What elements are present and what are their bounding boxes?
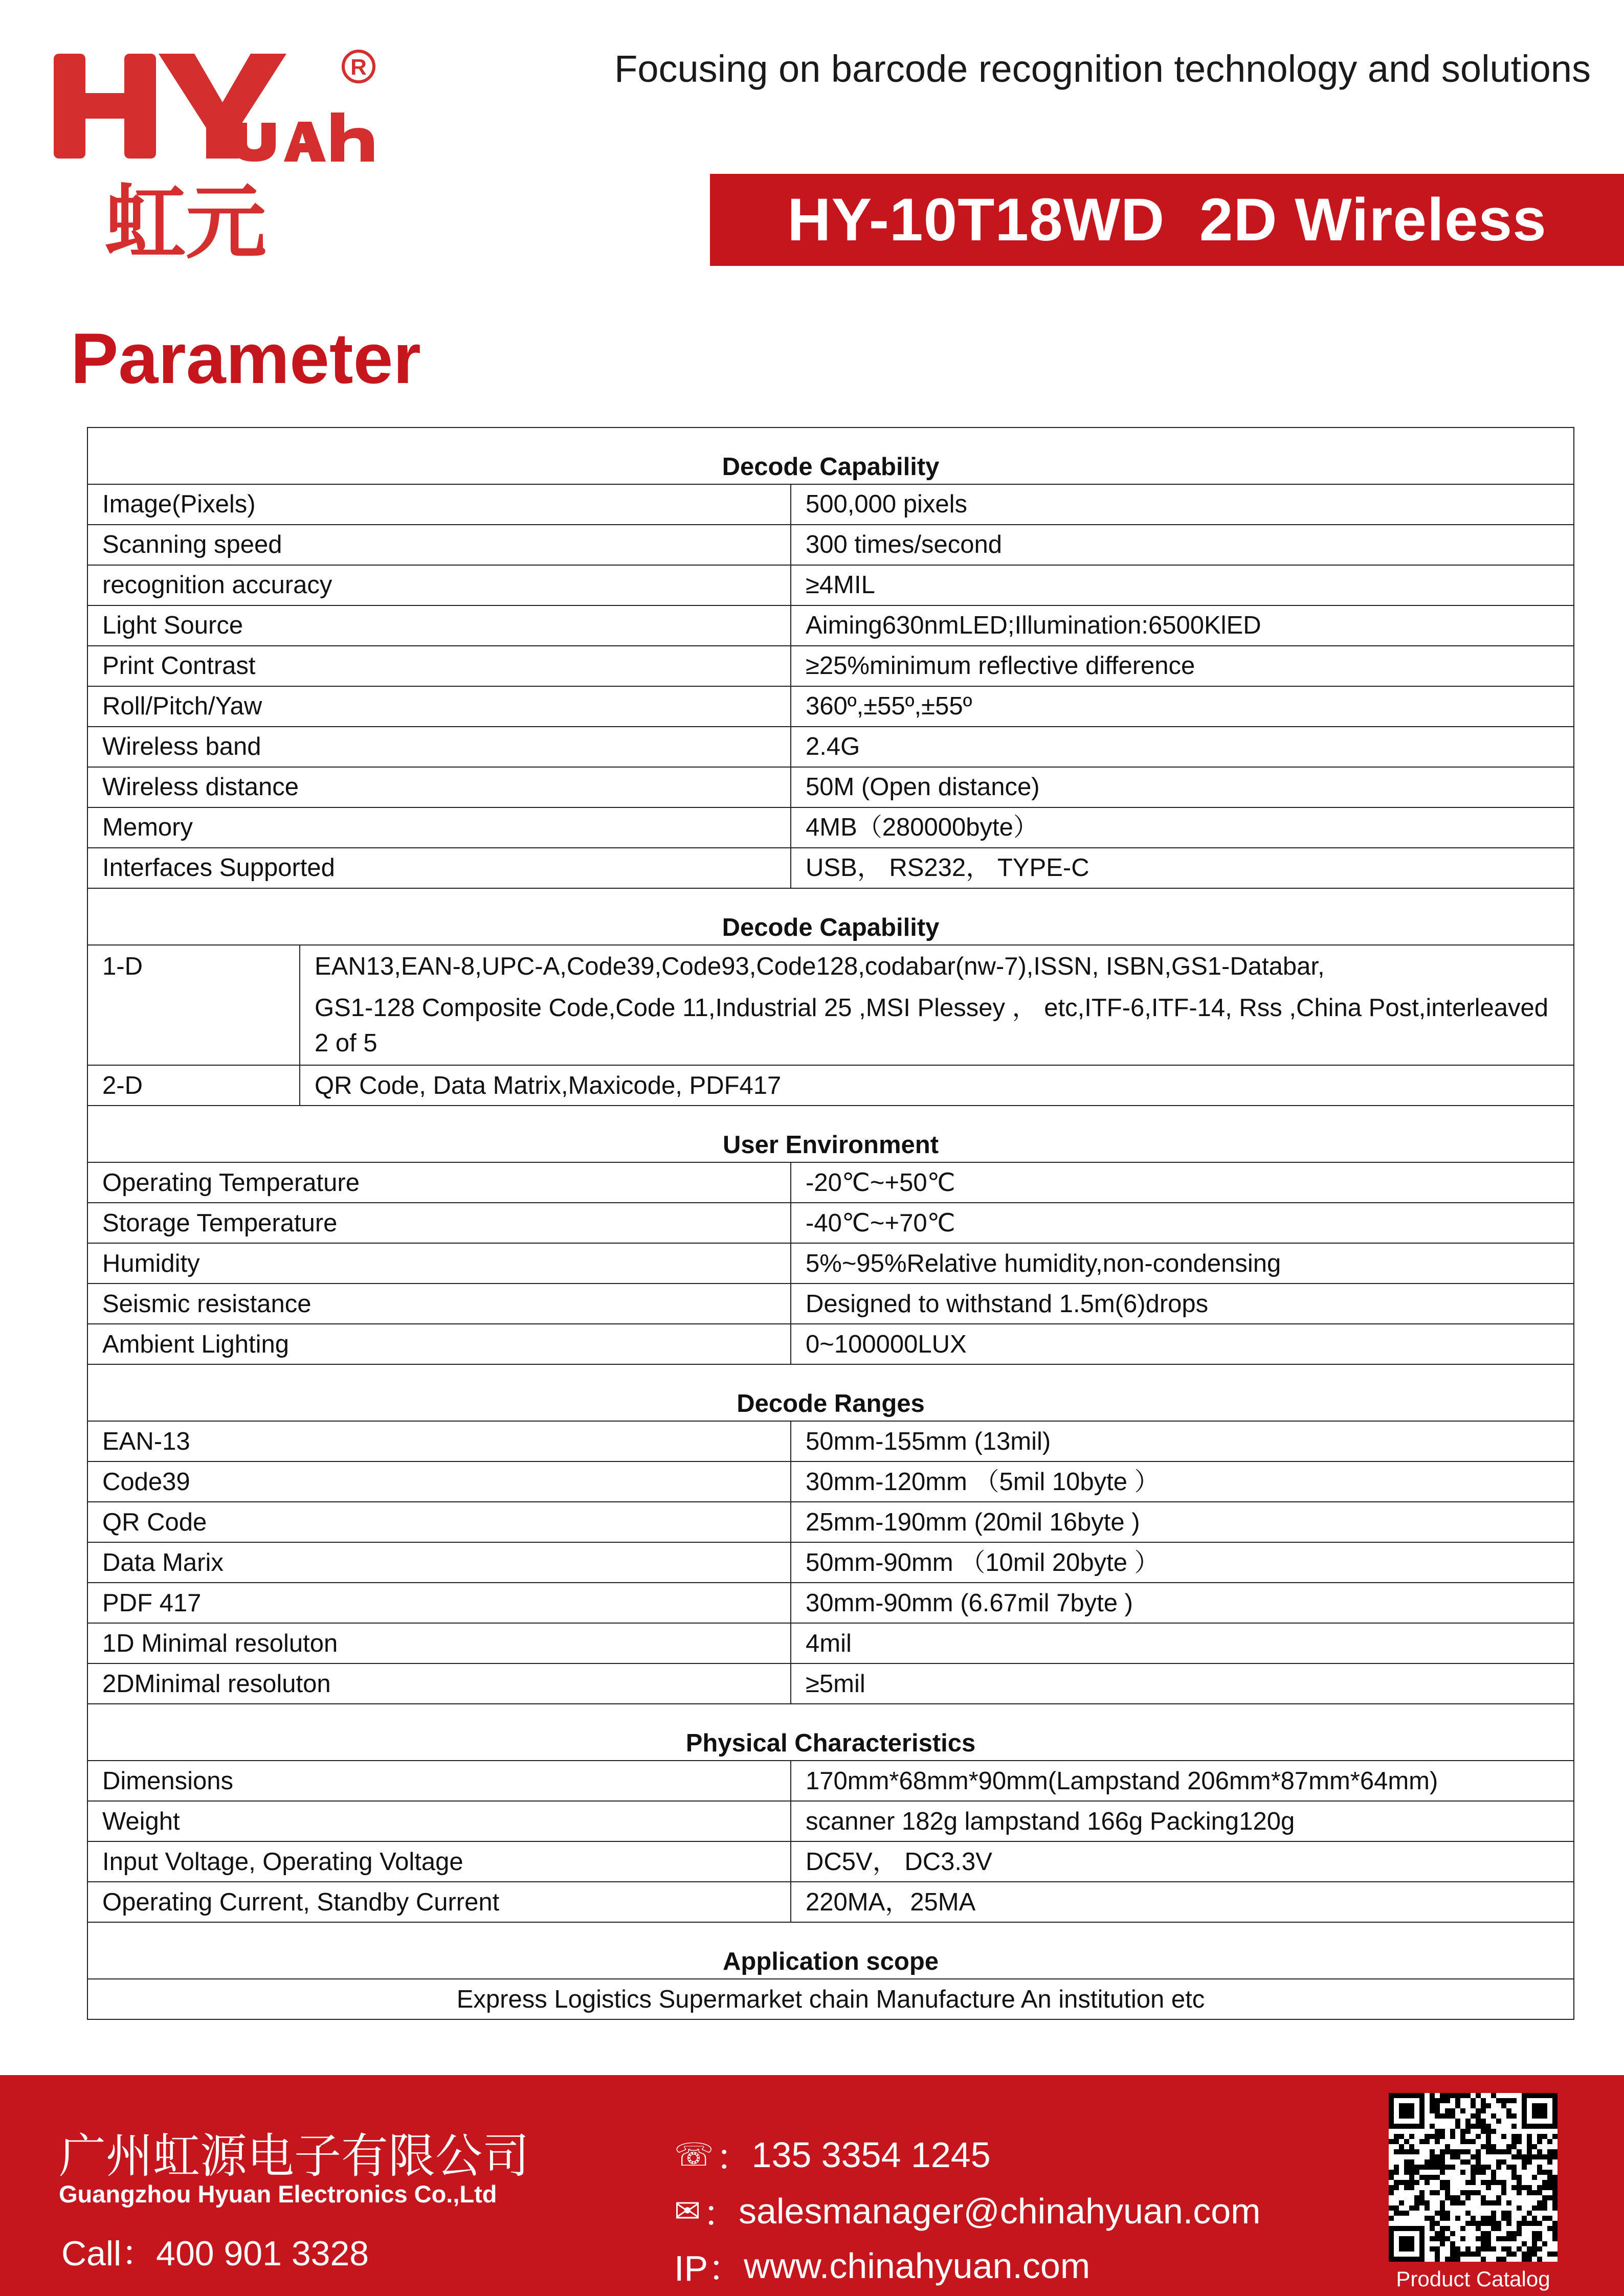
spec-row xyxy=(87,1421,1574,1461)
spec-row xyxy=(87,1542,1574,1583)
spec-row xyxy=(87,565,1574,605)
application-scope-header-row xyxy=(87,1922,1574,1979)
spec-label: Print Contrast xyxy=(87,646,791,686)
qr-code[interactable] xyxy=(1389,2093,1558,2262)
spec-label: Seismic resistance xyxy=(87,1284,791,1324)
spec-label: Light Source xyxy=(87,605,791,646)
symbology-1d-line1: EAN13,EAN-8,UPC-A,Code39,Code93,Code128,codabar(nw-7),ISSN, ISBN,GS1-Databar, xyxy=(315,953,1325,980)
spec-row xyxy=(87,1162,1574,1203)
spec-value: 30mm-120mm （5mil 10byte ） xyxy=(791,1461,1574,1502)
application-value: Express Logistics Supermarket chain Manufacture An institution etc xyxy=(87,1979,1574,2019)
logo-uah xyxy=(233,112,374,162)
spec-value: DC5V， DC3.3V xyxy=(791,1841,1574,1882)
spec-label: PDF 417 xyxy=(87,1583,791,1623)
company-logo xyxy=(54,46,386,266)
email-separator: ： xyxy=(702,2194,739,2234)
spec-row xyxy=(87,1882,1574,1922)
spec-label: Scanning speed xyxy=(87,525,791,565)
svg-text:R: R xyxy=(350,55,367,80)
spec-value: 2.4G xyxy=(791,727,1574,767)
email-line xyxy=(674,2185,1260,2237)
spec-row xyxy=(87,1583,1574,1623)
ip-label: IP： xyxy=(674,2248,744,2288)
spec-label: Input Voltage, Operating Voltage xyxy=(87,1841,791,1882)
spec-row xyxy=(87,727,1574,767)
spec-label: Wireless band xyxy=(87,727,791,767)
spec-value: scanner 182g lampstand 166g Packing120g xyxy=(791,1801,1574,1841)
spec-row xyxy=(87,646,1574,686)
spec-row xyxy=(87,1623,1574,1663)
spec-label: recognition accuracy xyxy=(87,565,791,605)
spec-label: Memory xyxy=(87,807,791,848)
spec-value: ≥25%minimum reflective difference xyxy=(791,646,1574,686)
spec-value: Designed to withstand 1.5m(6)drops xyxy=(791,1284,1574,1324)
decode-capability-header-row xyxy=(87,427,1574,484)
footer xyxy=(0,2075,1624,2296)
spec-label: Data Marix xyxy=(87,1542,791,1583)
spec-label: Humidity xyxy=(87,1243,791,1284)
spec-row xyxy=(87,1324,1574,1364)
spec-value: Aiming630nmLED;Illumination:6500KlED xyxy=(791,605,1574,646)
spec-row xyxy=(87,1203,1574,1243)
symbology-1d-row xyxy=(87,945,1574,1065)
spec-row xyxy=(87,767,1574,807)
email-icon: ✉ xyxy=(674,2192,701,2230)
spec-value: 4mil xyxy=(791,1623,1574,1663)
spec-label: Code39 xyxy=(87,1461,791,1502)
call-number: Call：400 901 3328 xyxy=(61,2234,369,2273)
spec-row xyxy=(87,484,1574,525)
application-scope-title: Application scope xyxy=(87,1922,1574,1979)
user-environment-title: User Environment xyxy=(87,1106,1574,1162)
tagline: Focusing on barcode recognition technology and solutions xyxy=(614,48,1591,90)
spec-value: 30mm-90mm (6.67mil 7byte ) xyxy=(791,1583,1574,1623)
spec-label: Image(Pixels) xyxy=(87,484,791,525)
company-name-cn: 广州虹源电子有限公司 xyxy=(59,2129,530,2184)
spec-row xyxy=(87,1243,1574,1284)
symbology-2d-value: QR Code, Data Matrix,Maxicode, PDF417 xyxy=(300,1065,1574,1106)
spec-value: 360º,±55º,±55º xyxy=(791,686,1574,727)
spec-label: Wireless distance xyxy=(87,767,791,807)
symbology-1d-value xyxy=(300,945,1574,1065)
spec-label: Operating Current, Standby Current xyxy=(87,1882,791,1922)
symbology-2d-row xyxy=(87,1065,1574,1106)
symbologies-header-row xyxy=(87,888,1574,945)
qr-caption: Product Catalog xyxy=(1396,2267,1550,2291)
physical-characteristics-title: Physical Characteristics xyxy=(87,1704,1574,1761)
registered-icon xyxy=(343,51,374,82)
spec-value: 300 times/second xyxy=(791,525,1574,565)
spec-value: ≥5mil xyxy=(791,1663,1574,1704)
spec-label: Storage Temperature xyxy=(87,1203,791,1243)
spec-value: 4MB（280000byte） xyxy=(791,807,1574,848)
spec-value: 5%~95%Relative humidity,non-condensing xyxy=(791,1243,1574,1284)
qr-code-image xyxy=(1389,2093,1558,2262)
product-title-banner: HY-10T18WD 2D Wireless xyxy=(710,174,1624,266)
symbology-2d-label: 2-D xyxy=(87,1065,300,1106)
website-link[interactable]: www.chinahyuan.com xyxy=(744,2245,1091,2286)
phone-number[interactable]: 135 3354 1245 xyxy=(751,2134,991,2175)
spec-value: 50M (Open distance) xyxy=(791,767,1574,807)
spec-value: USB， RS232， TYPE-C xyxy=(791,848,1574,888)
symbology-1d-label: 1-D xyxy=(87,945,300,1065)
spec-table xyxy=(87,427,1574,2020)
spec-value: 25mm-190mm (20mil 16byte ) xyxy=(791,1502,1574,1542)
spec-label: 1D Minimal resoluton xyxy=(87,1623,791,1663)
page-heading: Parameter xyxy=(71,318,421,398)
spec-row xyxy=(87,1502,1574,1542)
spec-row xyxy=(87,525,1574,565)
spec-label: 2DMinimal resoluton xyxy=(87,1663,791,1704)
spec-value: 50mm-155mm (13mil) xyxy=(791,1421,1574,1461)
spec-value: -40℃~+70℃ xyxy=(791,1203,1574,1243)
spec-label: Roll/Pitch/Yaw xyxy=(87,686,791,727)
spec-value: ≥4MIL xyxy=(791,565,1574,605)
decode-capability-title: Decode Capability xyxy=(87,427,1574,484)
spec-label: QR Code xyxy=(87,1502,791,1542)
decode-ranges-title: Decode Ranges xyxy=(87,1364,1574,1421)
physical-characteristics-header-row xyxy=(87,1704,1574,1761)
spec-label: Operating Temperature xyxy=(87,1162,791,1203)
spec-label: Ambient Lighting xyxy=(87,1324,791,1364)
spec-label: Interfaces Supported xyxy=(87,848,791,888)
spec-label: Weight xyxy=(87,1801,791,1841)
spec-row xyxy=(87,1663,1574,1704)
spec-value: 170mm*68mm*90mm(Lampstand 206mm*87mm*64mm) xyxy=(791,1761,1574,1801)
company-name-en: Guangzhou Hyuan Electronics Co.,Ltd xyxy=(59,2180,497,2208)
spec-row xyxy=(87,686,1574,727)
spec-value: 50mm-90mm （10mil 20byte ） xyxy=(791,1542,1574,1583)
phone-line xyxy=(674,2129,991,2180)
spec-value: 0~100000LUX xyxy=(791,1324,1574,1364)
spec-row xyxy=(87,1841,1574,1882)
logo-mark xyxy=(54,54,286,159)
logo-cn-text: 虹元 xyxy=(105,176,266,266)
phone-separator: ： xyxy=(716,2137,752,2177)
spec-row xyxy=(87,1461,1574,1502)
symbologies-title: Decode Capability xyxy=(87,888,1574,945)
email-address[interactable]: salesmanager@chinahyuan.com xyxy=(738,2191,1261,2231)
phone-icon: ☏ xyxy=(674,2136,714,2173)
spec-value: 500,000 pixels xyxy=(791,484,1574,525)
spec-row xyxy=(87,807,1574,848)
spec-row xyxy=(87,1761,1574,1801)
spec-value: 220MA，25MA xyxy=(791,1882,1574,1922)
spec-row xyxy=(87,1801,1574,1841)
spec-row xyxy=(87,605,1574,646)
decode-ranges-header-row xyxy=(87,1364,1574,1421)
symbology-1d-line2: GS1-128 Composite Code,Code 11,Industrial 25 ,MSI Plessey ， etc,ITF-6,ITF-14, Rss ,China Post,interleaved 2 of 5 xyxy=(315,994,1549,1057)
spec-label: Dimensions xyxy=(87,1761,791,1801)
spec-row xyxy=(87,1284,1574,1324)
spec-row xyxy=(87,848,1574,888)
spec-value: -20℃~+50℃ xyxy=(791,1162,1574,1203)
user-environment-header-row xyxy=(87,1106,1574,1162)
spec-label: EAN-13 xyxy=(87,1421,791,1461)
application-row xyxy=(87,1979,1574,2019)
website-line xyxy=(674,2240,1090,2291)
